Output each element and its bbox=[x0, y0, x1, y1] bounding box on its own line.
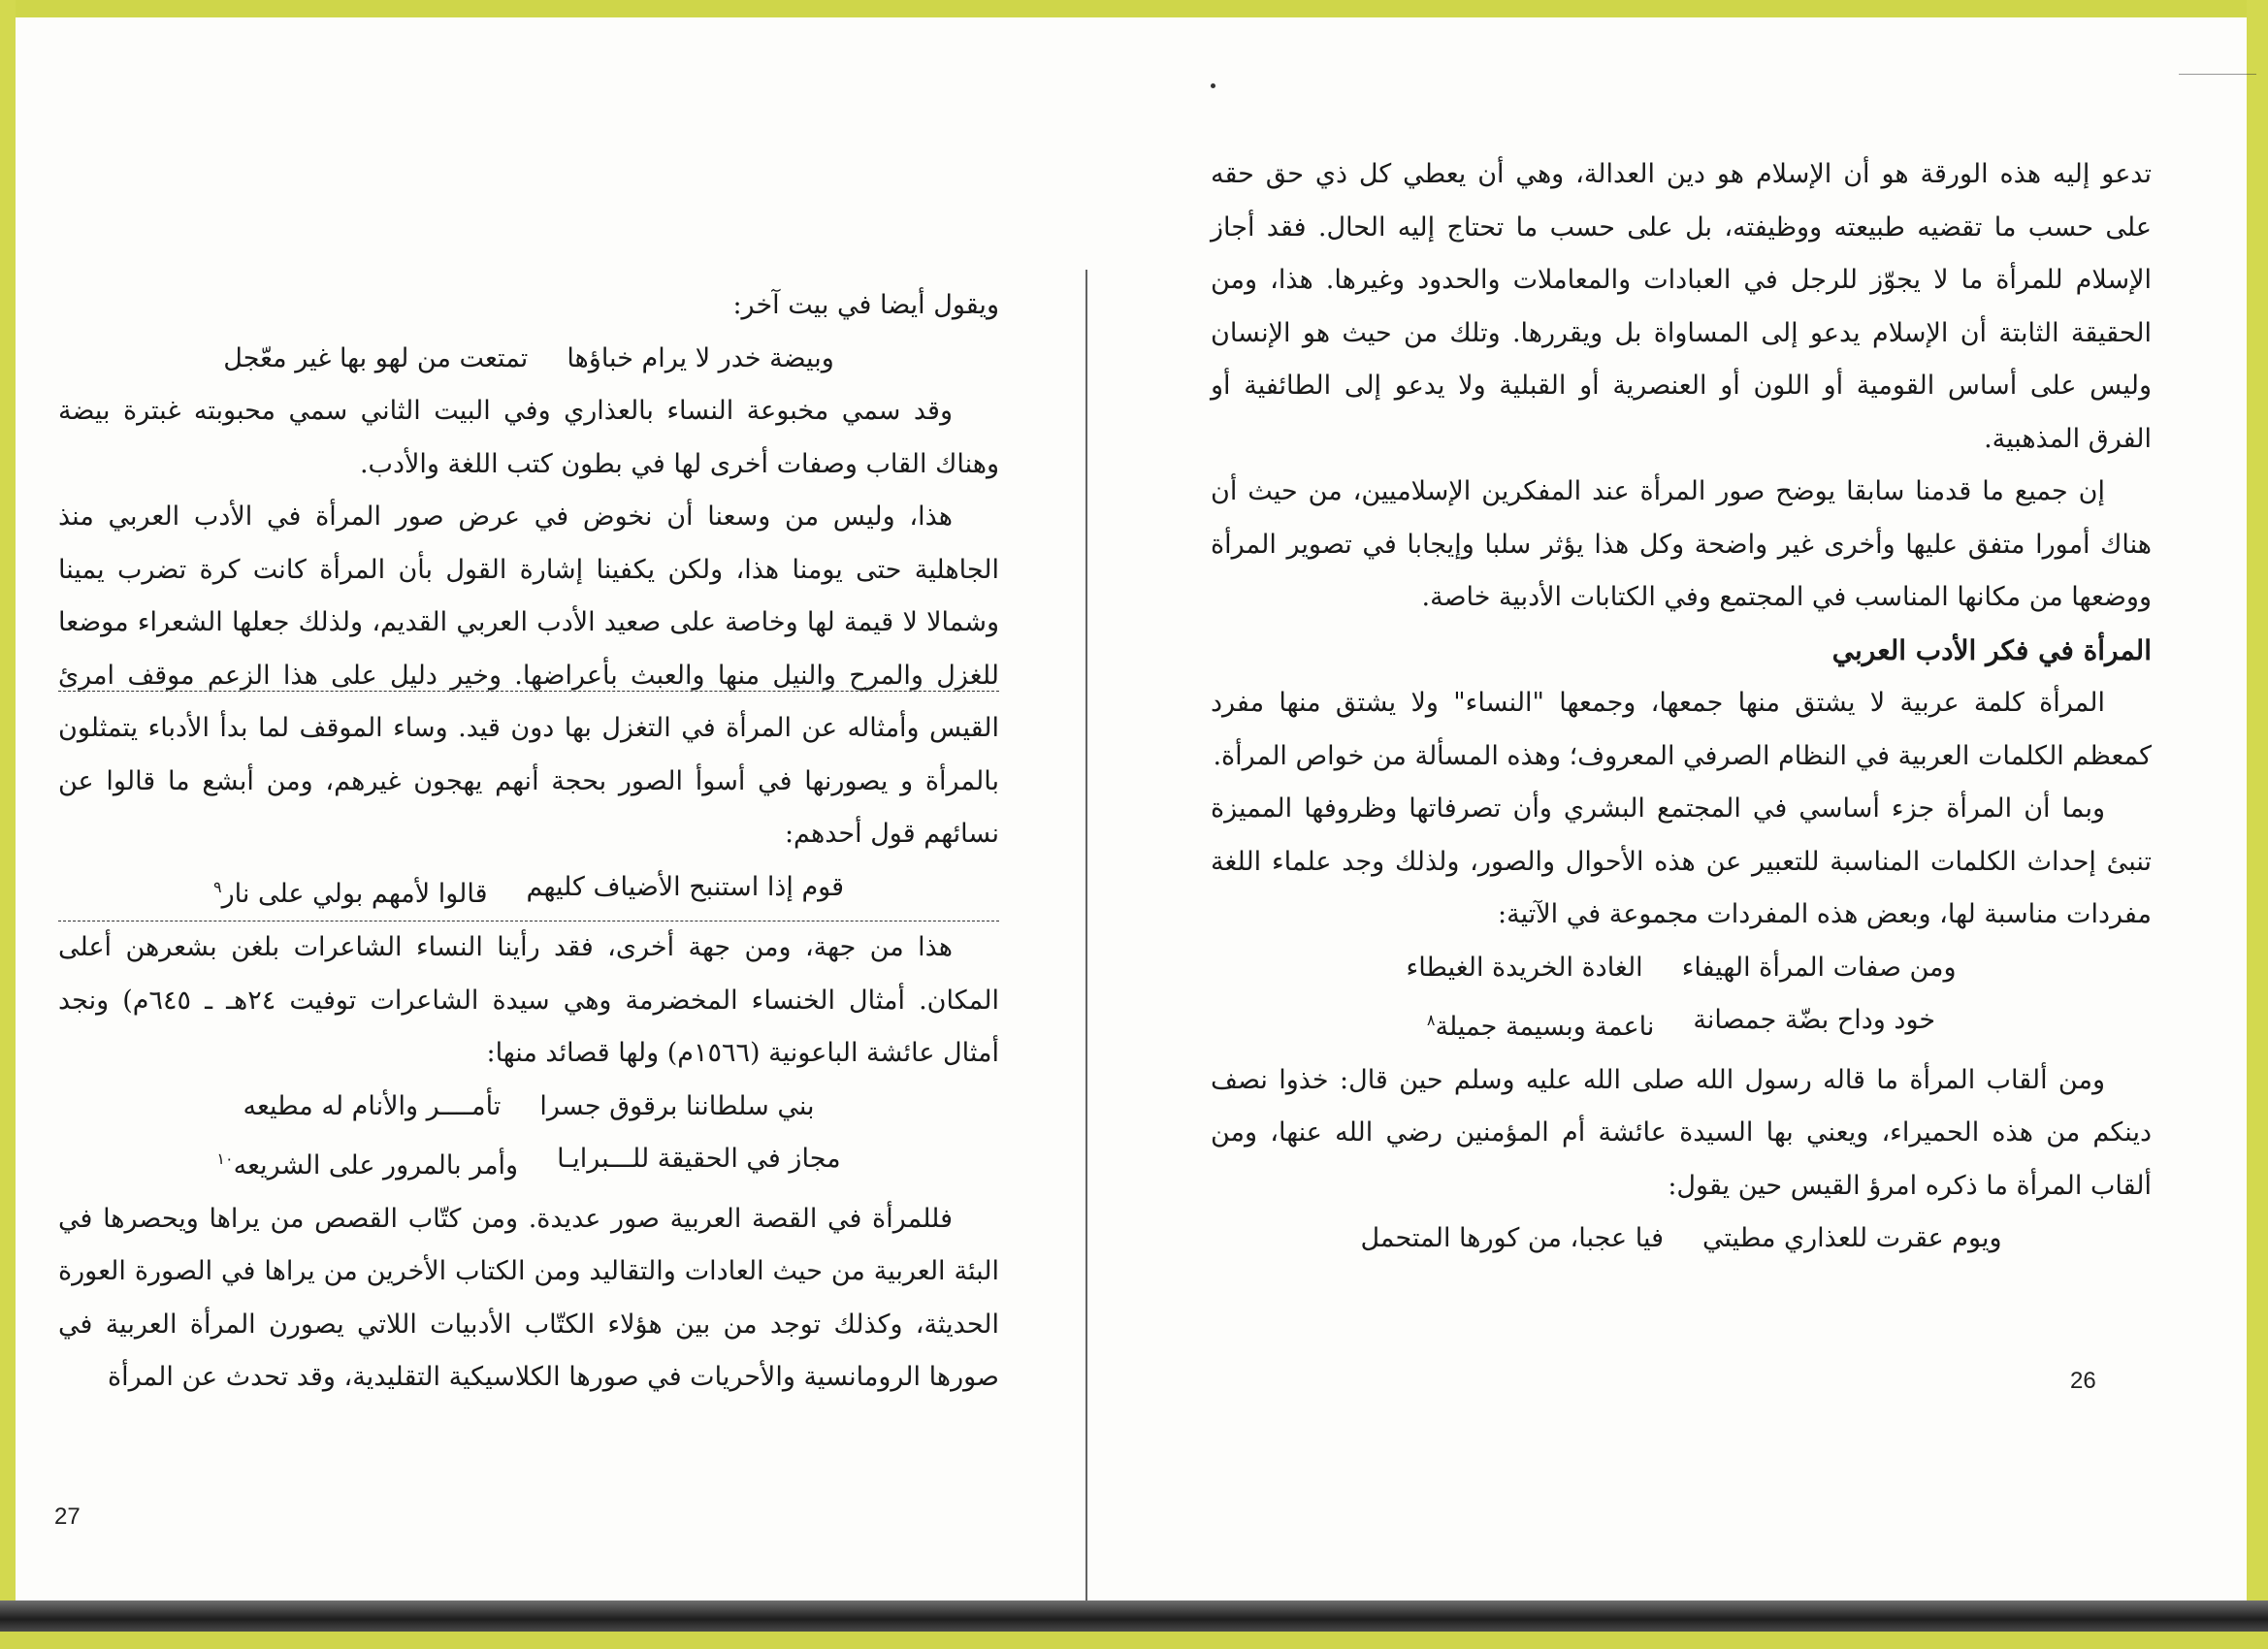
scan-line bbox=[2179, 74, 2256, 75]
section-heading: المرأة في فكر الأدب العربي bbox=[1831, 633, 2152, 666]
left-verse-3a: بني سلطاننا برقوق جسرا bbox=[539, 1090, 815, 1121]
footnote-mark-10: ١٠ bbox=[216, 1149, 234, 1168]
left-verse-2b: قالوا لأمهم بولي على نار bbox=[221, 878, 488, 909]
scanner-bottom-shadow bbox=[0, 1600, 2268, 1632]
left-paragraph-4: فللمرأة في القصة العربية صور عديدة. ومن كتّاب القصص من يراها ويحصرها في البئة العربية من حيث العادات والتقاليد ومن الكتاب الأخرين من يراها في الصورة العورة الحديثة، وكذلك توجد من بين هؤلاء الكتّاب الأدبيات اللاتي يصورن المرأة العربية في صورها الرومانسية والأحريات في صورها الكلاسيكية التقليدية، وقد تحدث عن المرأة bbox=[58, 1203, 999, 1392]
scan-speck bbox=[1211, 83, 1215, 88]
right-verse bbox=[1211, 1212, 2152, 1266]
left-intro: ويقول أيضا في بيت آخر: bbox=[732, 290, 999, 320]
right-paragraph-4: وبما أن المرأة جزء أساسي في المجتمع البشري وأن تصرفاتها وظروفها المميزة تنبئ إحداث الكلمات المناسبة للتعبير عن هذه الأحوال والصور، ولذلك وجد علماء اللغة مفردات مناسبة لها، وبعض هذه المفردات مجموعة في الآتية: bbox=[1211, 793, 2152, 929]
word-list-1b: الغادة الخريدة الغيطاء bbox=[1406, 952, 1643, 983]
scan-edge-left bbox=[0, 0, 16, 1649]
left-verse-1b: تمتعت من لهو بها غير معّجل bbox=[223, 342, 529, 373]
page-number-27: 27 bbox=[54, 1504, 81, 1530]
right-page bbox=[1211, 148, 2152, 1266]
left-paragraph-2b-underlined: للغزل والمرح والنيل منها والعبث بأعراضها. وخير دليل على هذا الزعم موقف امرئ bbox=[58, 660, 999, 691]
right-paragraph-2: إن جميع ما قدمنا سابقا يوضح صور المرأة عند المفكرين الإسلاميين، من حيث أن هناك أمورا متفق عليها وأخرى غير واضحة وكل هذا يؤثر سلبا وإيجابا في تصوير المرأة ووضعها من مكانها المناسب في المجتمع وفي الكتابات الأدبية خاصة. bbox=[1211, 476, 2152, 612]
book-spine bbox=[1085, 270, 1087, 1628]
right-paragraph-3: المرأة كلمة عربية لا يشتق منها جمعها، وجمعها "النساء" ولا يشتق منها مفرد كمعظم الكلمات العربية في النظام الصرفي المعروف؛ وهذه المسألة من خواص المرأة. bbox=[1211, 688, 2152, 771]
left-paragraph-3: هذا من جهة، ومن جهة أخرى، فقد رأينا النساء الشاعرات بلغن بشعرهن أعلى المكان. أمثال الخنساء المخضرمة وهي سيدة الشاعرات توفيت ٢٤هـ ـ ٦٤٥م) ونجد أمثال عائشة الباعونية (١٥٦٦م) ولها قصائد منها: bbox=[58, 932, 999, 1068]
left-verse-1 bbox=[58, 333, 999, 386]
word-list-2b: ناعمة وبسيمة جميلة bbox=[1435, 1012, 1655, 1042]
left-page bbox=[58, 279, 999, 1405]
left-paragraph-2c: القيس وأمثاله عن المرأة في التغزل بها دون قيد. وساء الموقف لما بدأ الأدباء يتمثلون بالمرأة و يصورنها في أسوأ الصور بحجة أنهم يهجون غيرهم، ومن أبشع ما قالوا عن نسائهم قول أحدهم: bbox=[58, 713, 999, 849]
right-paragraph-1: تدعو إليه هذه الورقة هو أن الإسلام هو دين العدالة، وهي أن يعطي كل ذي حق حقه على حسب ما تقضيه طبيعته ووظيفته، بل على حسب ما تحتاج إليه الحال. فقد أجاز الإسلام للمرأة ما لا يجوّز للرجل في العبادات والمعاملات والحدود وغيرها. هذا، ومن الحقيقة الثابتة أن الإسلام يدعو إلى المساواة بل ويقررها. وتلك من حيث هو الإنسان وليس على أساس القومية أو اللون أو العنصرية أو القبلية ولا يدعو إلى الطائفية أو الفرق المذهبية. bbox=[1211, 159, 2152, 454]
right-verse-b: فيا عجبا، من كورها المتحمل bbox=[1360, 1223, 1665, 1253]
left-verse-2 bbox=[58, 861, 999, 922]
left-verse-2a: قوم إذا استنبح الأضياف كليهم bbox=[526, 871, 845, 902]
footnote-mark-8: ٨ bbox=[1426, 1011, 1436, 1029]
left-verse-4a: مجاز في الحقيقة للـــبرايـا bbox=[557, 1144, 841, 1174]
word-list-line-1 bbox=[1211, 942, 2152, 995]
word-list-1a: ومن صفات المرأة الهيفاء bbox=[1681, 952, 1957, 983]
scan-edge-bottom bbox=[0, 1632, 2268, 1649]
left-verse-3b: تأمــــر والأنام له مطيعه bbox=[243, 1090, 502, 1121]
right-paragraph-5: ومن ألقاب المرأة ما قاله رسول الله صلى الله عليه وسلم حين قال: خذوا نصف دينكم من هذه الحميراء، ويعني بها السيدة عائشة أم المؤمنين رضي الله عنها، ومن ألقاب المرأة ما ذكره امرؤ القيس حين يقول: bbox=[1211, 1064, 2152, 1201]
left-paragraph-1: وقد سمي مخبوعة النساء بالعذاري وفي البيت الثاني سمي محبوبته غبترة بيضة وهناك القاب وصفات أخرى لها في بطون كتب اللغة والأدب. bbox=[58, 396, 999, 479]
left-verse-1a: وبيضة خدر لا يرام خباؤها bbox=[567, 342, 834, 373]
left-verse-4 bbox=[58, 1133, 999, 1193]
scanned-spread bbox=[16, 17, 2247, 1618]
scan-edge-right bbox=[2247, 0, 2268, 1649]
footnote-mark-9: ٩ bbox=[213, 877, 222, 896]
left-paragraph-2 bbox=[58, 491, 999, 861]
left-verse-3 bbox=[58, 1081, 999, 1134]
word-list-line-2 bbox=[1211, 994, 2152, 1054]
right-verse-a: ويوم عقرت للعذاري مطيتي bbox=[1702, 1223, 2002, 1253]
word-list-2a: خود وداح بضّة جمصانة bbox=[1693, 1005, 1936, 1035]
left-paragraph-2a: هذا، وليس من وسعنا أن نخوض في عرض صور المرأة في الأدب العربي منذ الجاهلية حتى يومنا هذا، ولكن يكفينا إشارة القول بأن المرأة كانت كرة تضرب يمينا وشمالا لا قيمة لها وخاصة على صعيد الأدب العربي القديم، ولذلك جعلها الشعراء موضعا bbox=[58, 501, 999, 637]
page-number-26: 26 bbox=[2070, 1368, 2096, 1394]
left-verse-4b: وأمر بالمرور على الشريعه bbox=[233, 1150, 519, 1180]
